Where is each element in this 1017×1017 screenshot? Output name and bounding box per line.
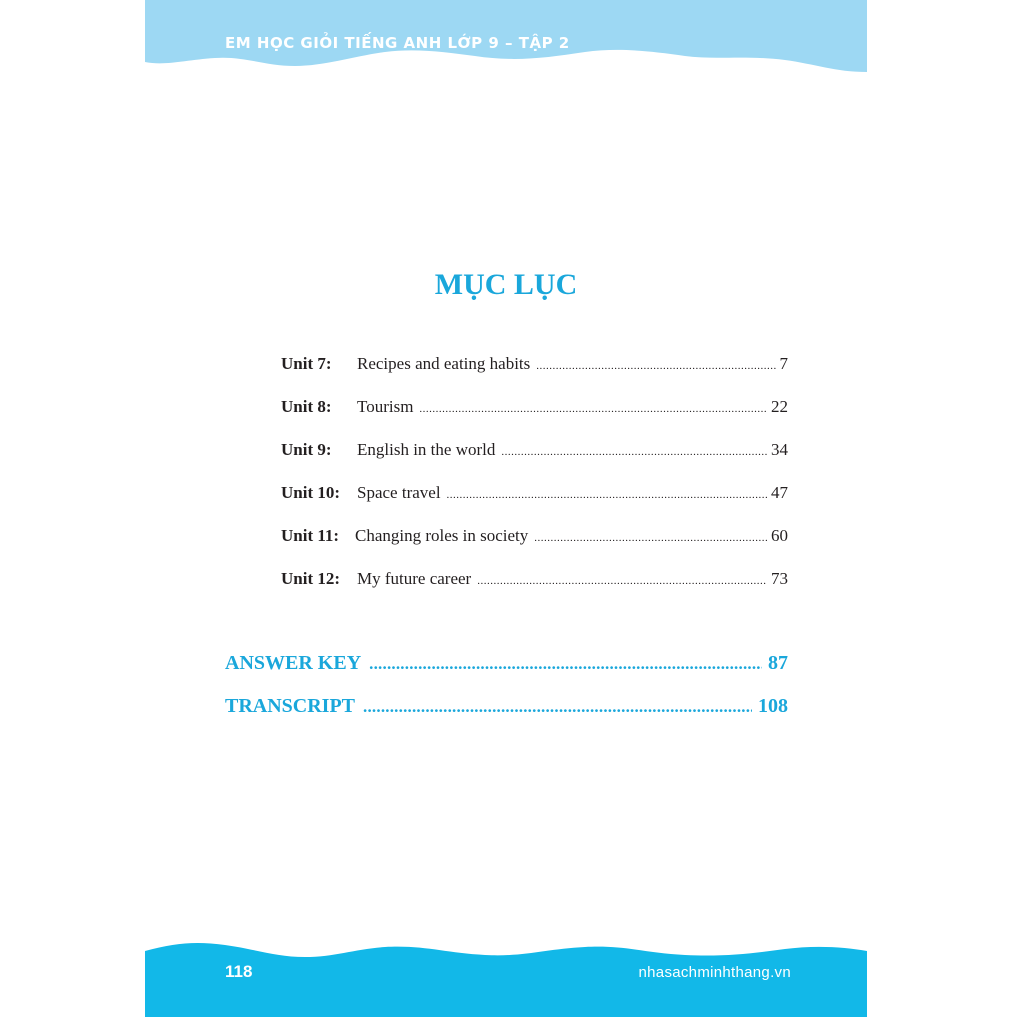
toc-unit-label: Unit 8: <box>281 397 332 416</box>
toc-unit-label: Unit 10: <box>281 483 341 502</box>
toc-unit-label: Unit 12: <box>281 569 341 588</box>
header-title: EM HỌC GIỎI TIẾNG ANH LỚP 9 – TẬP 2 <box>225 34 570 52</box>
toc-section-title: ANSWER KEY <box>225 652 362 674</box>
toc-unit-label: Unit 9: <box>281 440 332 459</box>
toc-unit-title: Changing roles in society <box>355 526 529 545</box>
toc-entry-transcript <box>225 691 788 721</box>
toc-entry-unit-11 <box>281 523 788 549</box>
toc-entry-unit-7 <box>281 351 788 377</box>
publisher-website: nhasachminhthang.vn <box>638 964 791 981</box>
toc-page-number: 73 <box>771 569 788 588</box>
dot-leader <box>501 439 767 465</box>
dot-leader <box>536 353 775 379</box>
toc-entry-answer-key <box>225 648 788 678</box>
toc-page-number: 47 <box>771 483 788 502</box>
toc-unit-title: Recipes and eating habits <box>357 354 531 373</box>
dot-leader <box>363 692 752 722</box>
toc-page-number: 60 <box>771 526 788 545</box>
toc-unit-title: Space travel <box>357 483 441 502</box>
toc-entry-unit-8 <box>281 394 788 420</box>
dot-leader <box>447 482 767 508</box>
book-page <box>145 0 867 1017</box>
dot-leader <box>534 525 767 551</box>
toc-section-title: TRANSCRIPT <box>225 695 356 717</box>
page-number: 118 <box>225 962 253 981</box>
toc-entry-unit-9 <box>281 437 788 463</box>
toc-page-number: 7 <box>779 354 788 373</box>
toc-unit-title: Tourism <box>357 397 414 416</box>
toc-unit-label: Unit 11: <box>281 526 340 545</box>
toc-page-number: 22 <box>771 397 788 416</box>
toc-unit-label: Unit 7: <box>281 354 332 373</box>
toc-unit-title: My future career <box>357 569 472 588</box>
toc-page-number: 108 <box>758 695 788 717</box>
dot-leader <box>419 396 767 422</box>
dot-leader <box>369 649 762 679</box>
toc-page-number: 34 <box>771 440 788 459</box>
toc-title: MỤC LỤC <box>434 268 578 301</box>
toc-unit-title: English in the world <box>357 440 496 459</box>
dot-leader <box>477 568 767 594</box>
toc-entry-unit-10 <box>281 480 788 506</box>
toc-entry-unit-12 <box>281 566 788 592</box>
toc-page-number: 87 <box>768 652 788 674</box>
